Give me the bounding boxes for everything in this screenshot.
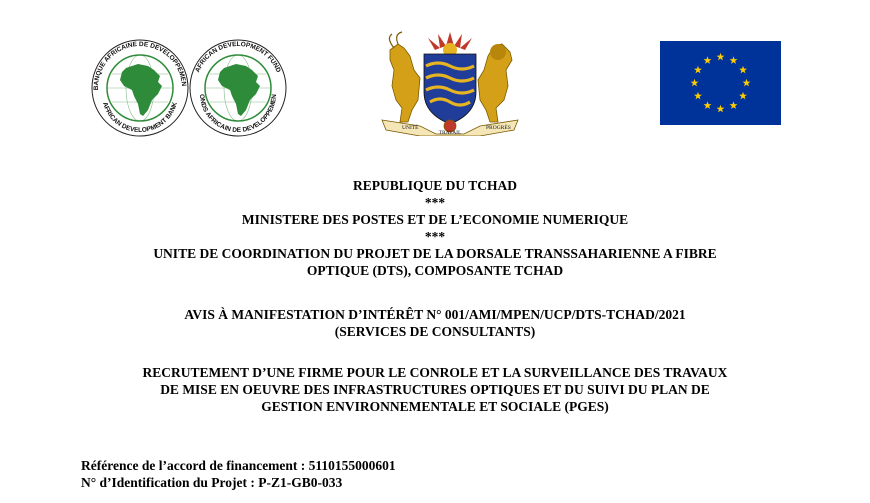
separator: *** [424,229,446,244]
eu-flag-icon [660,41,781,125]
financing-reference: Référence de l’accord de financement : 5110155000601 [81,458,396,473]
svg-text:BANQUE AFRICAINE DE DEVELOPPEM: BANQUE AFRICAINE DE DEVELOPPEMEN [92,40,188,91]
coat-of-arms-icon [380,30,520,136]
avis-line2: (SERVICES DE CONSULTANTS) [334,324,536,339]
header-block [0,177,870,279]
svg-text:FONDS AFRICAIN DE DEVELOPPEMEN: ONDS AFRICAIN DE DEVELOPPEMEN [197,93,279,135]
recrutement-line2: DE MISE EN OEUVRE DES INFRASTRUCTURES OPTIQUES ET DU SUIVI DU PLAN DE [160,382,710,397]
svg-text:UNITÉ: UNITÉ [402,125,419,131]
svg-text:AFRICAN DEVELOPMENT FUND: AFRICAN DEVELOPMENT FUND [194,40,282,74]
republic-title: REPUBLIQUE DU TCHAD [352,178,518,193]
ministry-title: MINISTERE DES POSTES ET DE L’ECONOMIE NUMERIQUE [241,212,629,227]
recrutement-title [0,364,870,415]
avis-line1: AVIS À MANIFESTATION D’INTÉRÊT N° 001/AMI/MPEN/UCP/DTS-TCHAD/2021 [184,307,686,322]
svg-text:PROGRÈS: PROGRÈS [486,125,511,131]
avis-title [0,306,870,340]
afdb-bank-logo [88,36,188,136]
recrutement-line3: GESTION ENVIRONNEMENTALE ET SOCIALE (PGES) [261,399,609,414]
separator: *** [424,195,446,210]
unit-title-line1: UNITE DE COORDINATION DU PROJET DE LA DORSALE TRANSSAHARIENNE A FIBRE [153,246,717,261]
svg-text:AFRICAN DEVELOPMENT BANK: AFRICAN DEVELOPMENT BANK [101,101,179,135]
svg-text:TRAVAIL: TRAVAIL [438,130,462,136]
unit-title-line2: OPTIQUE (DTS), COMPOSANTE TCHAD [306,263,564,278]
recrutement-line1: RECRUTEMENT D’UNE FIRME POUR LE CONROLE ET LA SURVEILLANCE DES TRAVAUX [142,365,728,380]
afdb-logos [88,36,290,140]
project-identification: N° d’Identification du Projet : P-Z1-GB0-033 [81,475,343,490]
